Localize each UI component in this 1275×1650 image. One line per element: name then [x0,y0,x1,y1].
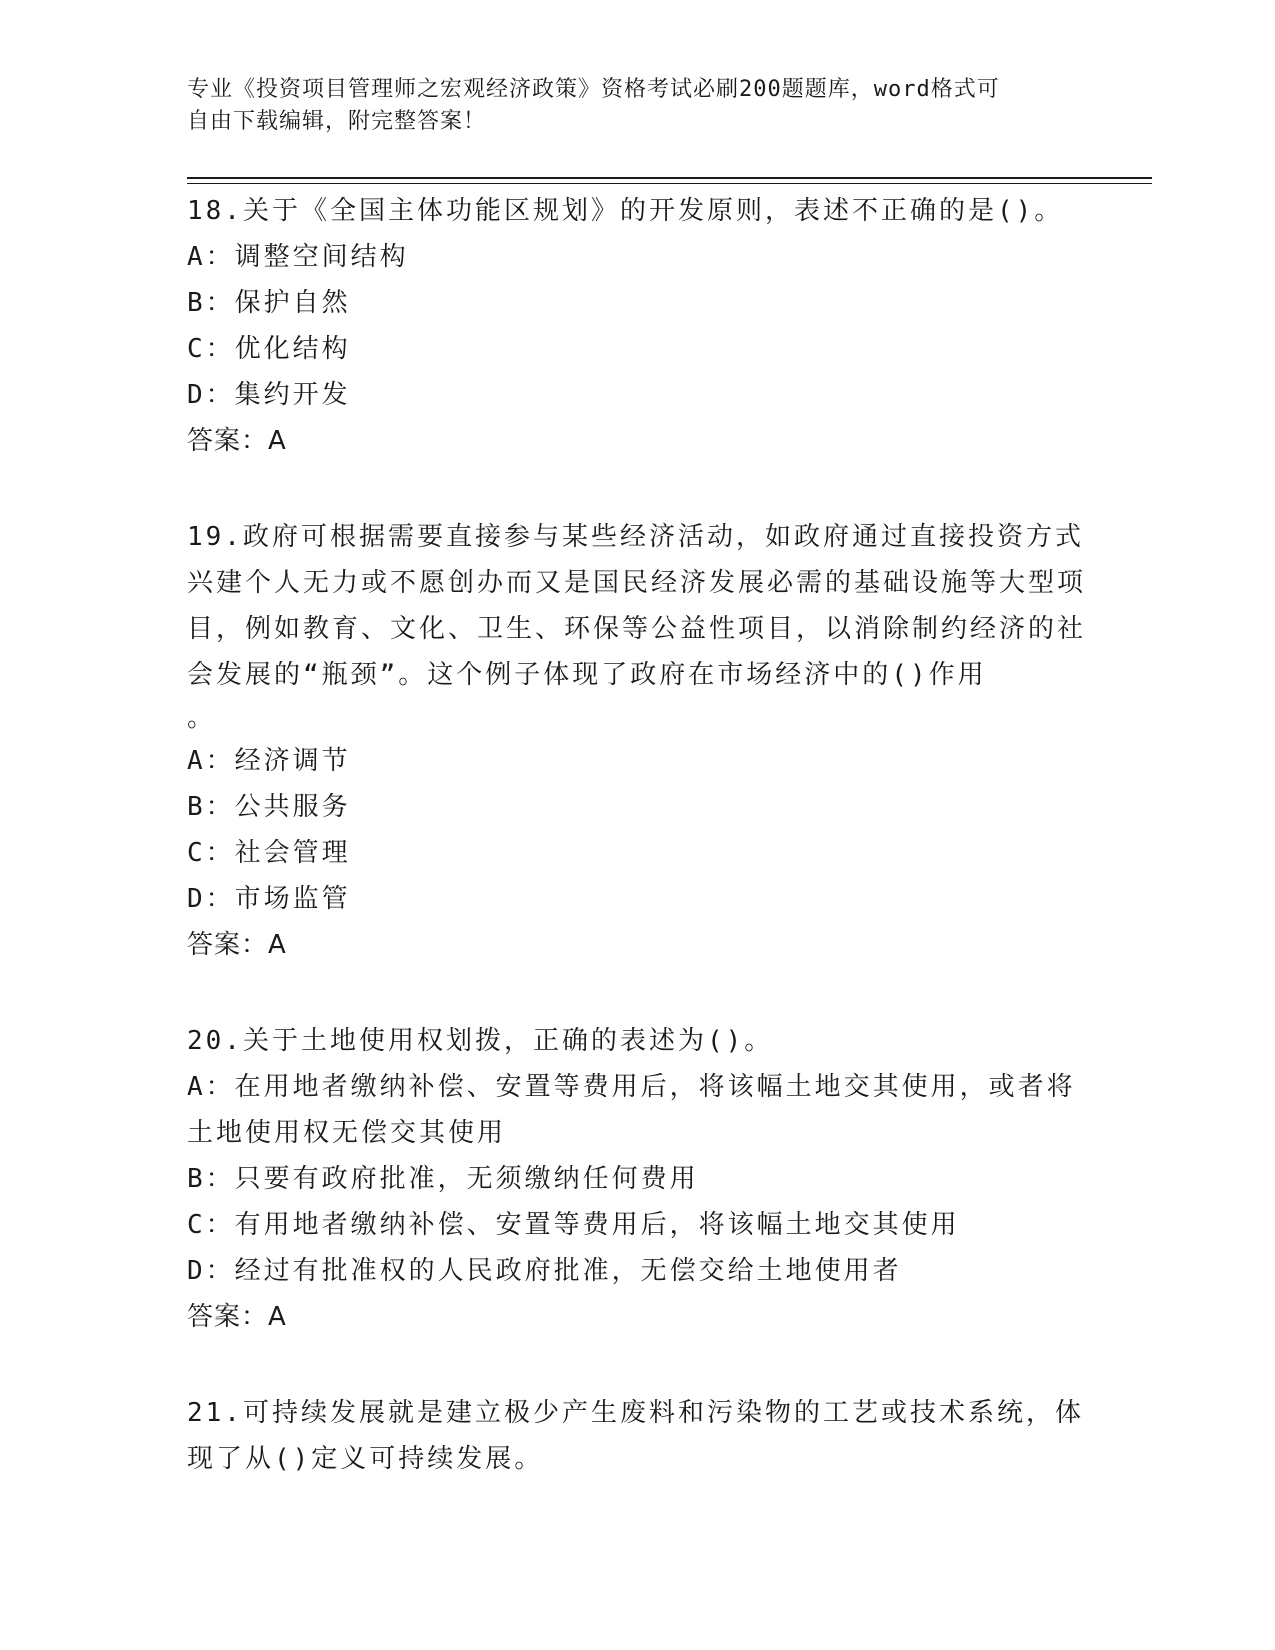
option-c: C：优化结构 [187,334,351,364]
option-a: A：经济调节 [187,746,351,776]
option-b: B：保护自然 [187,288,351,318]
header-line-1: 专业《投资项目管理师之宏观经济政策》资格考试必刷200题题库，word格式可 [187,77,1000,102]
header-divider-thin [187,183,1152,184]
option-b: B：公共服务 [187,792,351,822]
question-text: 18.关于《全国主体功能区规划》的开发原则，表述不正确的是()。 [187,196,1064,226]
header-line-2: 自由下载编辑，附完整答案！ [187,109,487,134]
option-d: D：集约开发 [187,380,351,410]
option-b: B：只要有政府批准，无须缴纳任何费用 [187,1164,699,1194]
header-divider-thick [187,177,1152,179]
option-a: A：在用地者缴纳补偿、安置等费用后，将该幅土地交其使用，或者将土地使用权无偿交其使用 [187,1072,1076,1148]
question-text [187,514,1087,738]
answer: 答案：A [187,930,287,960]
question-text: 21.可持续发展就是建立极少产生废料和污染物的工艺或技术系统，体现了从()定义可持续发展。 [187,1398,1084,1474]
option-d: D：市场监管 [187,884,351,914]
answer: 答案：A [187,426,287,456]
question-19 [187,514,1087,968]
question-text-tail: 。 [187,703,217,733]
option-c: C：有用地者缴纳补偿、安置等费用后，将该幅土地交其使用 [187,1210,960,1240]
question-21 [187,1390,1087,1482]
option-c: C：社会管理 [187,838,351,868]
question-18 [187,188,1087,464]
question-list [187,188,1087,1482]
question-text-body: 19.政府可根据需要直接参与某些经济活动，如政府通过直接投资方式兴建个人无力或不愿创办而又是国民经济发展必需的基础设施等大型项目，例如教育、文化、卫生、环保等公益性项目，以消除制约经济的社会发展的“瓶颈”。这个例子体现了政府在市场经济中的()作用 [187,522,1087,690]
document-header [187,74,1067,138]
question-text: 20.关于土地使用权划拨，正确的表述为()。 [187,1026,774,1056]
option-a: A：调整空间结构 [187,242,409,272]
option-d: D：经过有批准权的人民政府批准，无偿交给土地使用者 [187,1256,902,1286]
answer: 答案：A [187,1302,287,1332]
question-20 [187,1018,1087,1340]
